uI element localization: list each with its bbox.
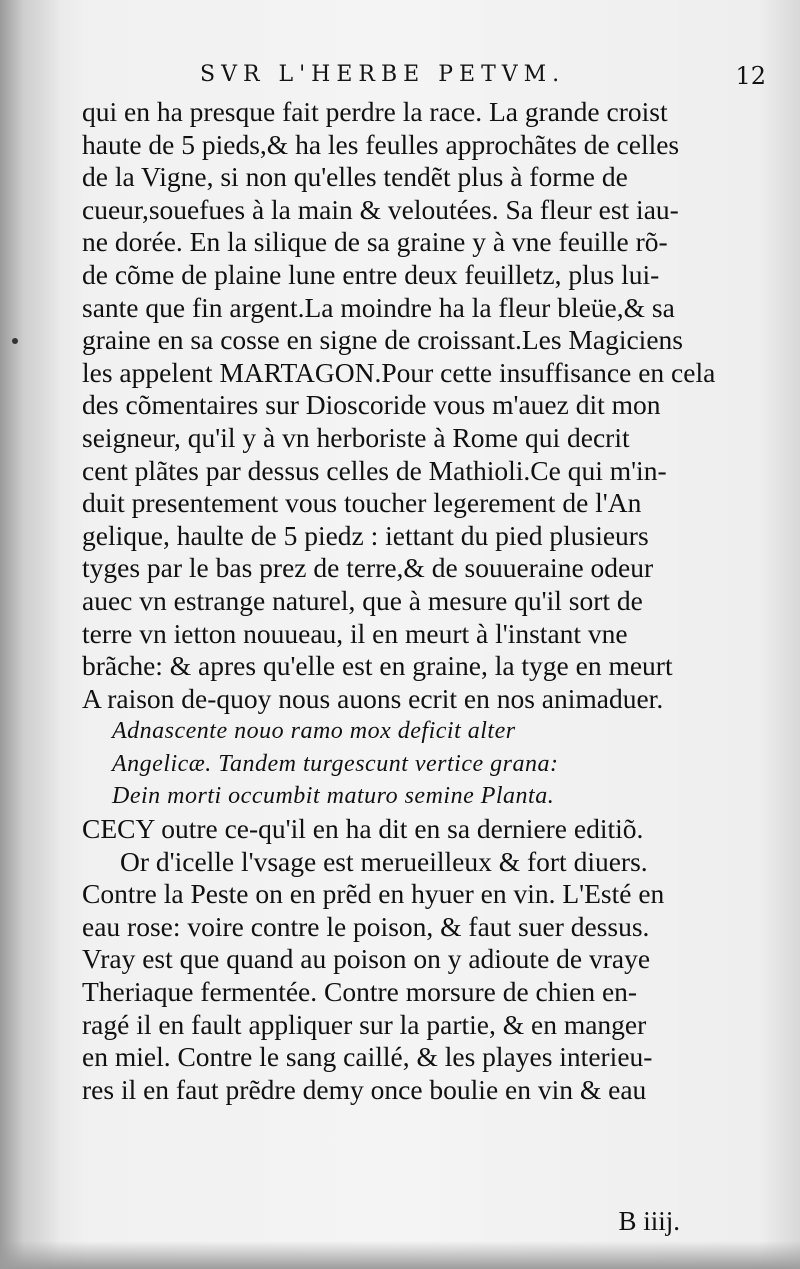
margin-mark — [12, 338, 18, 344]
text-line: Theriaque fermentée. Contre morsure de chien en- — [82, 976, 638, 1008]
body-text — [82, 96, 772, 1106]
text-line: brãche: & apres qu'elle est en graine, la tyge en meurt — [82, 650, 673, 682]
text-line: haute de 5 pieds,& ha les feulles approchãtes de celles — [82, 128, 680, 160]
verse-line: Dein morti occumbit maturo semine Planta. — [112, 783, 555, 810]
text-line: ragé il en fault appliquer sur la partie, & en manger — [82, 1008, 647, 1040]
text-line: seigneur, qu'il y à vn herboriste à Rome qui decrit — [82, 421, 630, 453]
text-line: terre vn ietton nouueau, il en meurt à l'instant vne — [82, 617, 628, 649]
text-line: Contre la Peste on en prẽd en hyuer en vin. L'Esté en — [82, 878, 665, 910]
text-line: Vray est que quand au poison on y adioute de vraye — [82, 943, 651, 975]
text-line: qui en ha presque fait perdre la race. La grande croist — [82, 96, 668, 127]
page-gutter-shadow — [0, 0, 60, 1269]
page-header — [200, 62, 766, 94]
text-line: gelique, haulte de 5 piedz : iettant du pied plusieurs — [82, 519, 649, 551]
text-line: auec vn estrange naturel, que à mesure qu'il sort de — [82, 584, 643, 616]
text-line: CECY outre ce-qu'il en ha dit en sa derniere editiõ. — [82, 813, 644, 845]
page-bottom-shadow — [0, 1241, 800, 1269]
page-number: 12 — [735, 62, 766, 90]
text-line: en miel. Contre le sang caillé, & les playes interieu- — [82, 1041, 653, 1073]
signature-catchword: B iiij. — [618, 1206, 680, 1236]
text-line: Or d'icelle l'vsage est merueilleux & fort diuers. — [120, 845, 648, 877]
text-line: de la Vigne, si non qu'elles tendẽt plus à forme de — [82, 161, 628, 193]
text-line: cent plãtes par dessus celles de Mathioli.Ce qui m'in- — [82, 454, 667, 486]
verse-line: Adnascente nouo ramo mox deficit alter — [112, 718, 516, 745]
text-line: les appelent MARTAGON.Pour cette insuffisance en cela — [82, 356, 716, 388]
text-line: tyges par le bas prez de terre,& de souueraine odeur — [82, 552, 654, 584]
text-line: duit presentement vous toucher legerement de l'An — [82, 487, 642, 519]
text-line: graine en sa cosse en signe de croissant.Les Magiciens — [82, 324, 683, 356]
running-title: SVR L'HERBE PETVM. — [200, 62, 566, 87]
verse-line: Angelicæ. Tandem turgescunt vertice grana: — [112, 750, 559, 777]
text-line: A raison de-quoy nous auons ecrit en nos animaduer. — [82, 682, 664, 714]
text-line: de cõme de plaine lune entre deux feuilletz, plus lui- — [82, 258, 660, 290]
text-line: des cõmentaires sur Dioscoride vous m'auez dit mon — [82, 389, 661, 421]
text-line: ne dorée. En la silique de sa graine y à vne feuille rõ- — [82, 226, 668, 258]
text-line: sante que fin argent.La moindre ha la fleur bleüe,& sa — [82, 291, 675, 323]
text-line: cueur,souefues à la main & veloutées. Sa fleur est iau- — [82, 193, 679, 225]
text-line: eau rose: voire contre le poison, & faut suer dessus. — [82, 910, 650, 942]
text-line: res il en faut prẽdre demy once boulie en vin & eau — [82, 1073, 647, 1105]
